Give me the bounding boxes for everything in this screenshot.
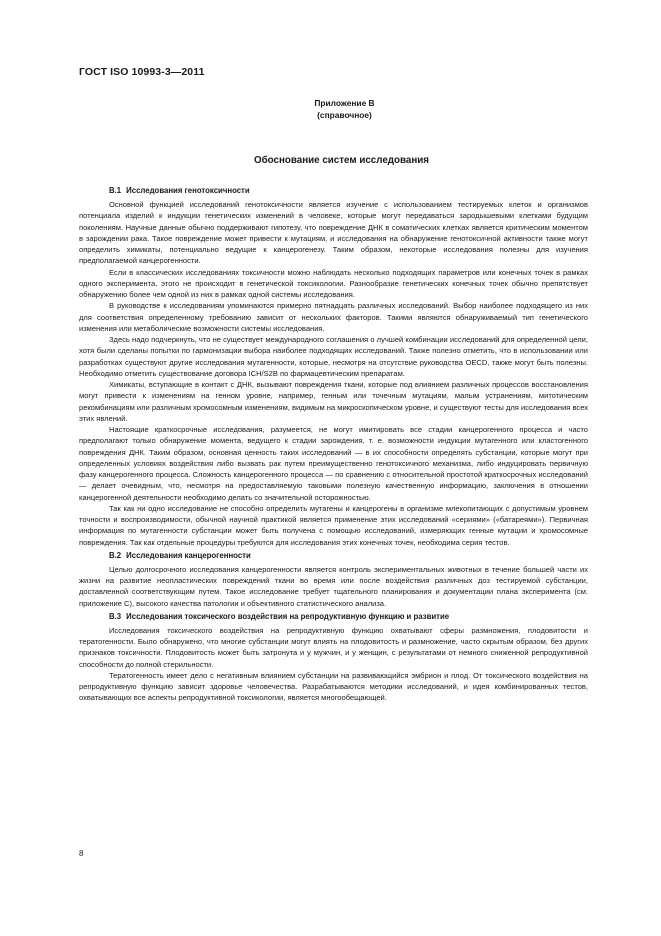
- paragraph: Тератогенность имеет дело с негативным влиянием субстанции на развивающийся эмбрион и плод. От токсического воздействия на репродуктивную функцию зависит здоровье человечества. Разрабатываются методики исследований, и идея комбинированных тестов, охватывающих все аспекты репродуктивной токсикологии, является многообещающей.: [79, 670, 588, 703]
- annex-heading: [0, 97, 661, 121]
- paragraph: Если в классических исследованиях токсичности можно наблюдать несколько подходящих параметров или конечных точек в рамках одного эксперимента, этого не происходит в генетической токсикологии. Разнообразие генетических конечных точек обычно препятствует обнаружению более чем одной из них в рамках одной системы исследования.: [79, 267, 588, 299]
- annex-note: (справочное): [317, 110, 372, 120]
- document-body: [79, 183, 588, 704]
- paragraph: Основной функцией исследований генотоксичности является изучение с использованием тестируемых клеток и организмов потенциала изделий к индукции генетических изменений в человеке, которые могут передаваться зародышевыми клетками будущим поколениям. Научные данные обычно поддерживают гипотезу, что повреждение ДНК в соматических клетках является критическим моментом в зарождении рака. Такое повреждение может привести к мутациям, и исследования на обнаружение генотоксичной активности также могут определить химикаты, потенциально ведущие к канцерогенезу. Таким образом, некоторые исследования полезны для изучения предполагаемой канцерогенности.: [79, 200, 588, 266]
- paragraph: Здесь надо подчеркнуть, что не существует международного соглашения о лучшей комбинации исследований для определенной цели, хотя были сделаны попытки по гармонизации выбора наиболее подходящих исследований. Также полезно отметить, что в использовании или разработках существуют другие исследования мутагенности, которые, несмотря на отсутствие руководства OECD, также могут быть полезны. Необходимо отметить существование договора ICH/S2B по фармацевтическим препаратам.: [79, 335, 588, 378]
- section-heading-b3: В.3 Исследования токсического воздействия на репродуктивную функцию и развитие: [109, 611, 450, 621]
- paragraph: Исследования токсического воздействия на репродуктивную функцию охватывают сферы размножения, плодовитости и тератогенности. Было обнаружено, что многие субстанции могут влиять на плодовитость и размножение, часто скрытым образом, без других признаков токсичности. Плодовитость может быть затронута и у мужчин, и у женщин, с результатами от немного сниженной репродуктивной способности до полной стерильности.: [79, 625, 588, 669]
- section-heading-b2: В.2 Исследования канцерогенности: [109, 550, 251, 560]
- paragraph: Так как ни одно исследование не способно определить мутагены и канцерогены в организме млекопитающих с допустимым уровнем точности и воспроизводимости, обычной научной практикой является применение этих исследований «сериями» («батареями»). Первичная информация по мутагенности субстанции может быть получена с помощью исследований, измеряющих генные мутации и хромосомные повреждения. Так как отдельные процедуры требуются для исследования этих конечных точек, необходима серия тестов.: [79, 503, 588, 547]
- document-title: Обоснование систем исследования: [254, 155, 429, 166]
- paragraph: Настоящие краткосрочные исследования, разумеется, не могут имитировать все стадии канцерогенного процесса и часто предполагают только обнаружение момента, ведущего к стадии зарождения, т. е. возможности индукции мутагенного или кластогенного повреждения ДНК. Таким образом, основная ценность таких исследований — в их способности определять субстанции, которые могут при определенных условиях воздействия либо вызвать рак путем преимущественно генотоксичного механизма, либо индуцировать первичную фазу канцерогенного процесса. Сложность канцерогенного процесса — по сравнению с относительной простотой краткосрочных исследований — делает очевидным, что, несмотря на предоставляемую таковыми полезную качественную информацию, заключения в отношении канцерогенной деятельности необходимо делать со значительной осторожностью.: [79, 425, 588, 502]
- document-code-header: ГОСТ ISO 10993-3—2011: [79, 66, 205, 78]
- annex-title: Приложение В: [314, 98, 375, 108]
- page-number: 8: [79, 849, 84, 858]
- paragraph: Химикаты, вступающие в контакт с ДНК, вызывают повреждения ткани, которые под влиянием различных процессов восстановления могут привести к изменениям на генном уровне, например, генным или точечным мутациям, малым устранениям, митотическим рекомбинациям или различным хромосомным изменениям, видимым на микроскопическом уровне, и существуют тесты для исследования всех этих явлений.: [79, 380, 588, 423]
- paragraph: Целью долгосрочного исследования канцерогенности является контроль экспериментальных животных в течение большей части их жизни на развитие неопластических повреждений ткани во время или после воздействия различных доз тестируемой субстанции, доставленной соответствующим путем. Такое исследование требует тщательного планирования и документации плана эксперимента (см. приложение С), высокого качества патологии и объективного статистического анализа.: [79, 564, 588, 608]
- paragraph: В руководстве к исследованиям упоминаются примерно пятнадцать различных исследований. Выбор наиболее подходящего из них для соответствия определенному требованию зависит от нескольких факторов. Такими являются обнаруживаемый тип генетического изменения или метаболические возможности системы исследования.: [79, 301, 588, 333]
- section-heading-b1: В.1 Исследования генотоксичности: [109, 186, 250, 195]
